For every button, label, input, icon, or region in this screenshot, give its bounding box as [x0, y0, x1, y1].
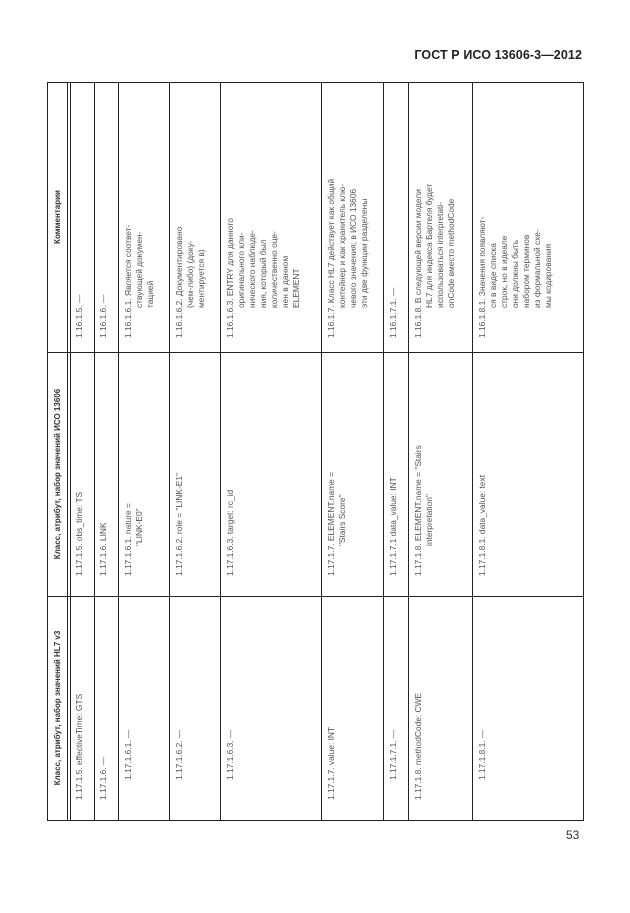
- column-header-iso: [52, 352, 63, 596]
- table-cell-line: эти две функции разделены: [359, 198, 369, 308]
- column-header-comments: [52, 82, 63, 352]
- table-cell-comment: [123, 90, 156, 338]
- column-divider: [47, 596, 584, 597]
- table-cell-line: 1.16.1.6. —: [98, 294, 108, 338]
- table-cell-line: onCode вместо methodCode: [446, 198, 456, 308]
- table-cell-line: 1.17.1.5. obs_time: TS: [74, 491, 84, 576]
- row-divider: [118, 82, 119, 821]
- table-cell-hl7: [98, 604, 109, 800]
- table-cell-hl7: [225, 604, 236, 780]
- header-divider: [67, 82, 68, 821]
- table-cell-iso: [123, 360, 145, 576]
- table-cell-comment: [388, 90, 399, 338]
- table-cell-line: использоваться interpretati-: [435, 202, 445, 308]
- table-cell-line: (чем-либо) (доку-: [185, 240, 195, 308]
- column-divider: [47, 352, 584, 353]
- table-cell-line: 1.17.1.7. ELEMENT.name =: [326, 471, 336, 576]
- table-cell-line: 1.17.1.7.1. —: [388, 729, 398, 780]
- table-cell-line: 1.17.1.8.1. —: [477, 729, 487, 780]
- table-border-right: [583, 82, 584, 821]
- table-cell-hl7: [413, 604, 424, 800]
- table-cell-line: ствующей докумен-: [134, 231, 144, 308]
- table-cell-line: контейнер и как хранитель клю-: [337, 183, 347, 308]
- table-cell-line: нического наблюде-: [247, 230, 257, 308]
- table-cell-line: из формальной схе-: [532, 229, 542, 308]
- table-cell-line: interpretation": [424, 494, 434, 546]
- table-cell-line: 1.16.1.5. —: [74, 294, 84, 338]
- table-cell-line: 1.16.1.8. В следующей версии модели: [413, 189, 423, 338]
- table-cell-line: 1.17.1.7.1 data_value: INT: [388, 477, 398, 576]
- table-cell-comment: [326, 90, 370, 338]
- table-cell-line: количественно оце-: [269, 231, 279, 308]
- table-cell-iso: [413, 360, 435, 576]
- table-cell-line: 1.17.1.6. LINK: [98, 522, 108, 576]
- table-cell-line: 1.16.1.7.1. —: [388, 287, 398, 338]
- table-cell-line: 1.17.1.8. methodCode: CWE: [413, 692, 423, 800]
- table-cell-iso: [98, 360, 109, 576]
- column-header-hl7-label: Класс, атрибут, набор значений HL7 v3: [53, 630, 62, 786]
- table-cell-line: "Stairs Score": [337, 494, 347, 546]
- table-cell-line: нен в данном: [280, 255, 290, 308]
- table-cell-hl7: [174, 604, 185, 780]
- table-cell-hl7: [326, 604, 337, 800]
- table-cell-line: 1.17.1.7. value: INT: [326, 726, 336, 800]
- table-cell-hl7: [477, 604, 488, 780]
- column-header-iso-label: Класс, атрибут, набор значений ИСО 13606: [53, 388, 62, 560]
- table-cell-line: набором терминов: [521, 234, 531, 308]
- row-divider: [220, 82, 221, 821]
- table-cell-line: 1.17.1.6.1. —: [123, 729, 133, 780]
- table-cell-comment: [477, 90, 554, 338]
- table-cell-comment: [413, 90, 457, 338]
- table-cell-line: 1.16.1.7. Класс HL7 действует как общий: [326, 178, 336, 338]
- table-cell-iso: [174, 360, 185, 576]
- table-border-bottom: [47, 820, 584, 821]
- column-header-hl7: [52, 596, 63, 820]
- table-cell-iso: [477, 360, 488, 576]
- table-cell-line: 1.17.1.6.2. role = "LINK-E1": [174, 472, 184, 576]
- table-cell-line: 1.17.1.6. —: [98, 756, 108, 800]
- table-cell-line: 1.17.1.6.1. nature =: [123, 503, 133, 576]
- mapping-table: [47, 82, 583, 821]
- column-header-comments-label: Комментарии: [53, 190, 62, 244]
- page-number: 53: [566, 828, 580, 842]
- table-cell-hl7: [388, 604, 399, 780]
- table-cell-comment: [225, 90, 302, 338]
- table-cell-iso: [326, 360, 348, 576]
- row-divider: [321, 82, 322, 821]
- table-cell-line: 1.17.1.5. effectiveTime: GTS: [74, 693, 84, 800]
- table-cell-line: 1.16.1.6.1. Является соответ-: [123, 224, 133, 338]
- table-cell-line: 1.16.1.6.2. Документировано: [174, 226, 184, 338]
- row-divider: [472, 82, 473, 821]
- row-divider: [408, 82, 409, 821]
- table-cell-line: тацией: [145, 280, 155, 308]
- table-cell-line: 1.17.1.6.3. —: [225, 729, 235, 780]
- table-cell-line: ся в виде списка: [488, 243, 498, 308]
- table-cell-line: 1.17.1.6.2. —: [174, 729, 184, 780]
- table-cell-line: ния, который был: [258, 239, 268, 308]
- table-cell-line: чевого значения; в ИСО 13606: [348, 188, 358, 308]
- table-cell-line: 1.16.1.6.3. ENTRY для данного: [225, 218, 235, 338]
- table-cell-comment: [98, 90, 109, 338]
- table-border-top: [47, 82, 584, 83]
- table-cell-line: HL7 для индекса Бартеля будет: [424, 183, 434, 308]
- table-cell-hl7: [74, 604, 85, 800]
- table-cell-line: 1.17.1.8.1. data_value: text: [477, 474, 487, 576]
- table-cell-comment: [74, 90, 85, 338]
- table-cell-line: они должны быть: [510, 239, 520, 308]
- table-border-left: [47, 82, 48, 821]
- table-cell-line: мы кодирования: [543, 243, 553, 308]
- table-cell-iso: [225, 360, 236, 576]
- table-cell-iso: [74, 360, 85, 576]
- table-cell-line: ментируется в): [196, 249, 206, 308]
- row-divider: [383, 82, 384, 821]
- table-cell-line: 1.16.1.8.1. Значения появляют-: [477, 216, 487, 338]
- table-cell-hl7: [123, 604, 134, 780]
- row-divider: [94, 82, 95, 821]
- table-cell-line: 1.17.1.6.3. target: rc_id: [225, 489, 235, 576]
- table-cell-line: "LINK-E0": [134, 508, 144, 546]
- table-cell-line: 1.17.1.8. ELEMENT.name = "Stairs: [413, 445, 423, 576]
- row-divider: [169, 82, 170, 821]
- header-divider: [70, 82, 71, 821]
- table-cell-comment: [174, 90, 207, 338]
- table-cell-line: строк, но в идеале: [499, 235, 509, 308]
- document-header-title: ГОСТ Р ИСО 13606-3—2012: [414, 48, 582, 62]
- table-cell-iso: [388, 360, 399, 576]
- table-cell-line: ELEMENT: [291, 268, 301, 308]
- table-cell-line: оригинального кли-: [236, 232, 246, 308]
